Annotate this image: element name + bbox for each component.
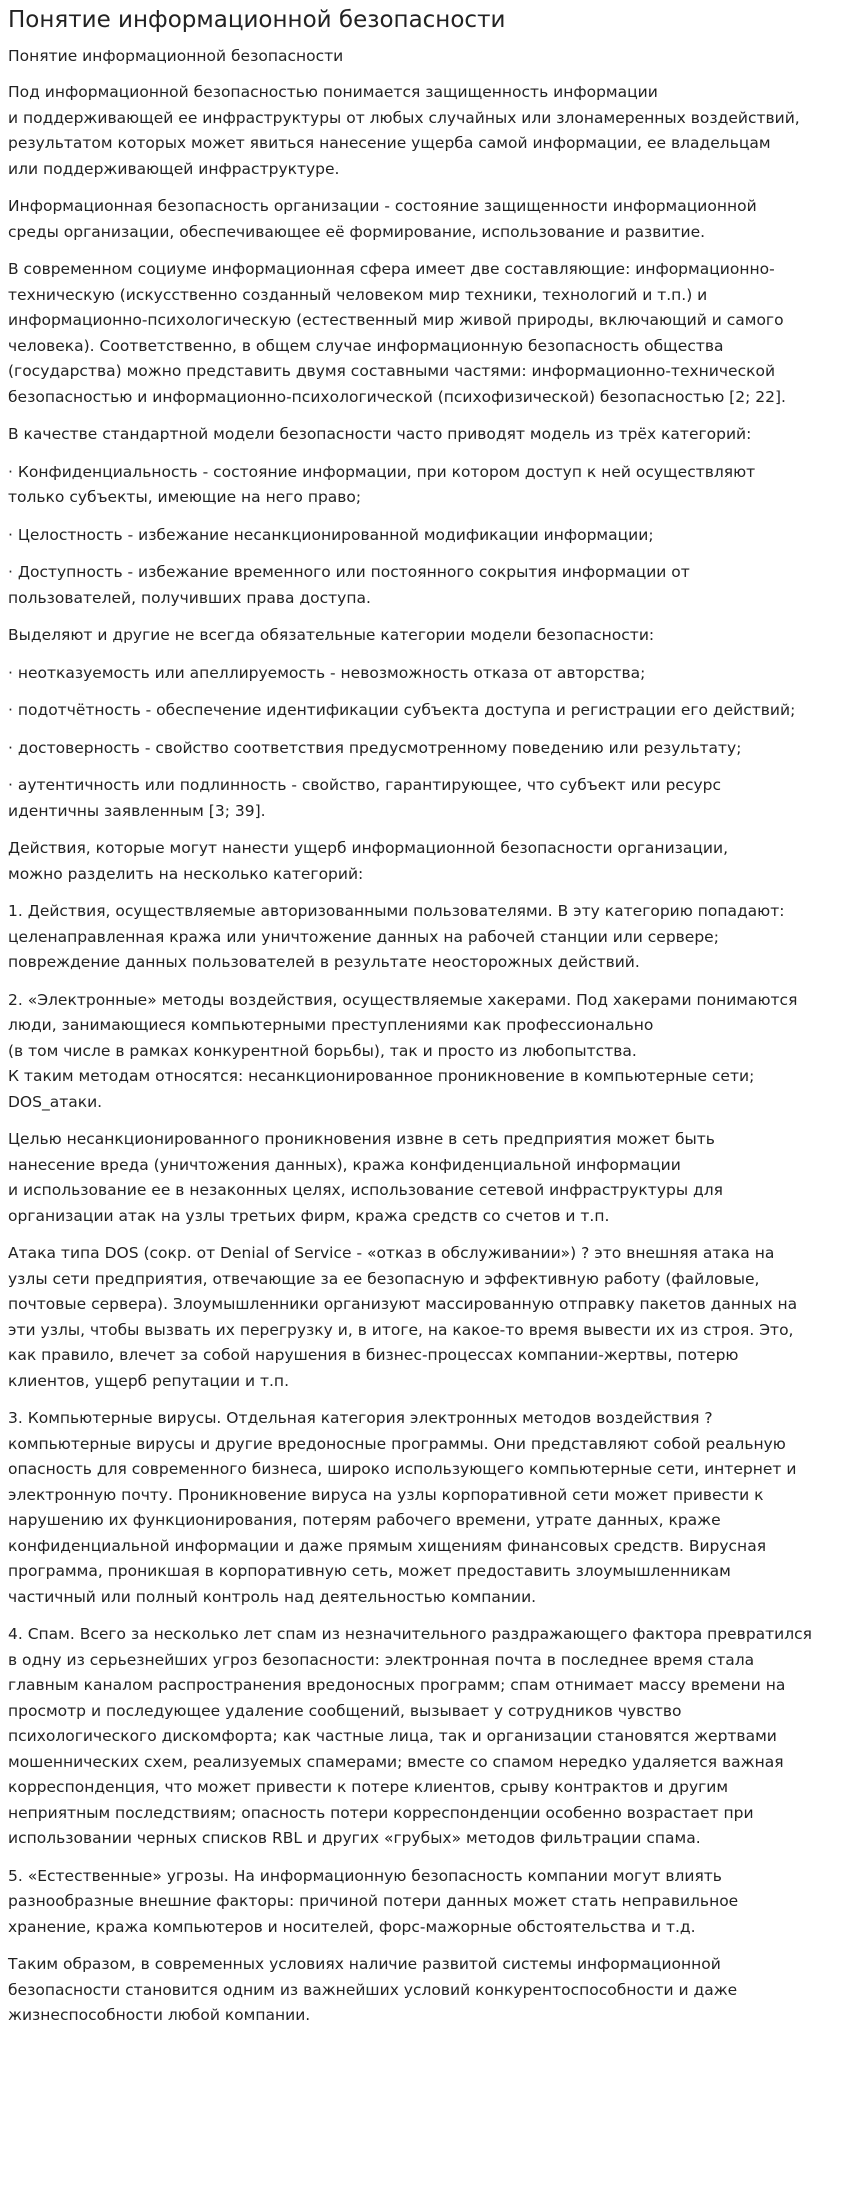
list-item-natural-threats: 5. «Естественные» угрозы. На информационную безопасность компании могут влиять разнообразные внешние факторы: причиной потери данных может стать неправильное хранение, кража компьютеров и носителей, форс-мажорные обстоятельства и т.д. bbox=[8, 1866, 739, 1936]
paragraph-dos-attack: Атака типа DOS (сокр. от Denial of Service - «отказ в обслуживании») ? это внешняя атака на узлы сети предприятия, отвечающие за ее безопасную и эффективную работу (файловые, почтовые сервера). Злоумышленники организуют массированную отправку пакетов данных на эти узлы, чтобы вызвать их перегрузку и, в итоге, на какое-то время вывести их из строя. Это, как правило, влечет за собой нарушения в бизнес-процессах компании-жертвы, потерю клиентов, ущерб репутации и т.п. bbox=[8, 1244, 798, 1390]
list-item-confidentiality: · Конфиденциальность - состояние информации, при котором доступ к ней осуществляют только субъекты, имеющие на него право; bbox=[8, 462, 756, 506]
paragraph-organization-security: Информационная безопасность организации - состояние защищенности информационной среды организации, обеспечивающее её формирование, использование и развитие. bbox=[8, 197, 757, 241]
paragraph-unauthorized-access: Целью несанкционированного проникновения извне в сеть предприятия может быть нанесение вреда (уничтожения данных), кража конфиденциальной информации и использование ее в незаконных целях, использование сетевой инфраструктуры для организации атак на узлы третьих фирм, кража средств со счетов и т.п. bbox=[8, 1130, 723, 1225]
paragraph-information-sphere: В современном социуме информационная сфера имеет две составляющие: информационно- техническую (искусственно созданный человеком мир техники, технологий и т.п.) и информационно-психологическую (естественный мир живой природы, включающий и самого человека). Соответственно, в общем случае информационную безопасность общества (государства) можно представить двумя составными частями: информационно-технической безопасностью и информационно-психологической (психофизической) безопасностью [2; 22]. bbox=[8, 260, 786, 406]
list-item-accountability: · подотчётность - обеспечение идентификации субъекта доступа и регистрации его действий; bbox=[8, 701, 796, 719]
list-item-non-repudiation: · неотказуемость или апеллируемость - невозможность отказа от авторства; bbox=[8, 663, 646, 682]
list-item-spam: 4. Спам. Всего за несколько лет спам из незначительного раздражающего фактора превратился в одну из серьезнейших угроз безопасности: электронная почта в последнее время стала главным каналом распространения вредоносных программ; спам отнимает массу времени на просмотр и последующее удаление сообщений, вызывает у сотрудников чувство психологического дискомфорта; как частные лица, так и организации становятся жертвами мошеннических схем, реализуемых спамерами; вместе со спамом нередко удаляется важная корреспонденция, что может привести к потере клиентов, срыву контрактов и другим неприятным последствиям; опасность потери корреспонденции особенно возрастает при использовании черных списков RBL и других «грубых» методов фильтрации спама. bbox=[8, 1625, 813, 1847]
list-item-reliability: · достоверность - свойство соответствия предусмотренному поведению или результату; bbox=[8, 738, 742, 757]
list-item-authenticity: · аутентичность или подлинность - свойство, гарантирующее, что субъект или ресурс идентичны заявленным [3; 39]. bbox=[8, 776, 721, 820]
paragraph-standard-model: В качестве стандартной модели безопасности часто приводят модель из трёх категорий: bbox=[8, 425, 752, 443]
list-item-electronic-methods: 2. «Электронные» методы воздействия, осуществляемые хакерами. Под хакерами понимаются люди, занимающиеся компьютерными преступлениями как профессионально (в том числе в рамках конкурентной борьбы), так и просто из любопытства. К таким методам относятся: несанкционированное проникновение в компьютерные сети; DOS_атаки. bbox=[8, 990, 798, 1111]
page-title: Понятие информационной безопасности bbox=[8, 7, 506, 33]
article-subtitle: Понятие информационной безопасности bbox=[8, 47, 344, 65]
paragraph-conclusion: Таким образом, в современных условиях наличие развитой системы информационной безопасности становится одним из важнейших условий конкурентоспособности и даже жизнеспособности любой компании. bbox=[8, 1955, 738, 2024]
list-item-viruses: 3. Компьютерные вирусы. Отдельная категория электронных методов воздействия ? компьютерные вирусы и другие вредоносные программы. Они представляют собой реальную опасность для современного бизнеса, широко использующего компьютерные сети, интернет и электронную почту. Проникновение вируса на узлы корпоративной сети может привести к нарушению их функционирования, потерям рабочего времени, утрате данных, краже конфиденциальной информации и даже прямым хищениям финансовых средств. Вирусная программа, проникшая в корпоративную сеть, может предоставить злоумышленникам частичный или полный контроль над деятельностью компании. bbox=[8, 1409, 797, 1606]
paragraph-threat-categories: Действия, которые могут нанести ущерб информационной безопасности организации, можно разделить на несколько категорий: bbox=[8, 839, 729, 883]
list-item-authorized-users: 1. Действия, осуществляемые авторизованными пользователями. В эту категорию попадают: целенаправленная кража или уничтожение данных на рабочей станции или сервере; повреждение данных пользователей в результате неосторожных действий. bbox=[8, 902, 785, 971]
paragraph-other-categories: Выделяют и другие не всегда обязательные категории модели безопасности: bbox=[8, 626, 655, 644]
list-item-availability: · Доступность - избежание временного или постоянного сокрытия информации от пользователей, получивших права доступа. bbox=[8, 563, 690, 607]
paragraph-definition: Под информационной безопасностью понимается защищенность информации и поддерживающей ее инфраструктуры от любых случайных или злонамеренных воздействий, результатом которых может явиться нанесение ущерба самой информации, ее владельцам или поддерживающей инфраструктуре. bbox=[8, 83, 800, 178]
list-item-integrity: · Целостность - избежание несанкционированной модификации информации; bbox=[8, 525, 654, 544]
